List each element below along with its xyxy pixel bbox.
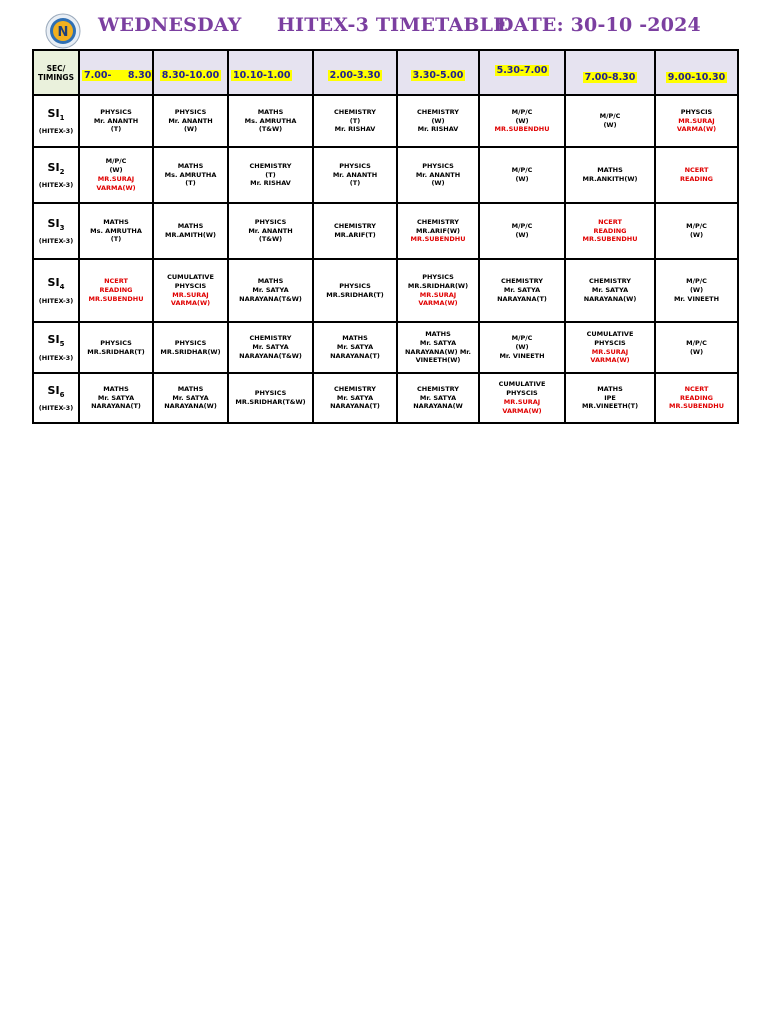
cell-line-highlight: VARMA(W): [502, 406, 542, 415]
cell-line: M/P/C: [686, 222, 707, 231]
cell-line: PHYSCIS: [174, 281, 207, 290]
cell-line: MR.ARIF(W): [415, 226, 461, 235]
section-cell: [33, 95, 79, 147]
cell-line: CUMULATIVE: [167, 272, 214, 281]
timetable-cell: [397, 203, 479, 259]
timing-header-6: [479, 50, 565, 95]
timetable-cell: [397, 373, 479, 423]
section-number: 4: [59, 283, 65, 292]
cell-line: Mr. VINEETH: [673, 294, 720, 303]
timetable-row: [33, 203, 738, 259]
cell-line: (W): [689, 286, 704, 295]
cell-line-highlight: NCERT: [684, 384, 709, 393]
cell-line: M/P/C: [686, 277, 707, 286]
cell-line: MATHS: [177, 222, 204, 231]
cell-line: MATHS: [177, 161, 204, 170]
cell-line: MR.SRIDHAR(T): [87, 347, 145, 356]
cell-line: PHYSICS: [422, 161, 454, 170]
cell-line: MATHS: [103, 217, 129, 226]
timing-header-5: [397, 50, 479, 95]
cell-line-highlight: NCERT: [684, 166, 709, 175]
cell-line: Mr. SATYA: [97, 393, 135, 402]
section-number: 5: [59, 340, 65, 349]
cell-line-highlight: READING: [99, 286, 133, 295]
timetable-cell: [565, 373, 655, 423]
timing-header-4: [313, 50, 397, 95]
cell-line: (W): [431, 179, 445, 188]
timetable: [32, 49, 739, 424]
cell-line: MATHS: [257, 277, 284, 286]
timing-label: 7.00-8.30: [584, 72, 636, 83]
section-prefix: SI: [47, 333, 60, 347]
cell-line-highlight: MR.SUBENDHU: [88, 294, 144, 303]
sec-timings-header: [33, 50, 79, 95]
cell-line: NARAYANA(W): [164, 402, 217, 411]
cell-line: M/P/C: [511, 334, 533, 343]
timetable-cell: [313, 373, 397, 423]
cell-line: MATHS: [103, 384, 129, 393]
cell-line: CUMULATIVE: [498, 380, 546, 389]
timetable-cell: [479, 259, 565, 322]
cell-line: CHEMISTRY: [333, 384, 376, 393]
section-name: [34, 161, 78, 177]
cell-line: (T): [349, 179, 361, 188]
cell-line: M/P/C: [511, 222, 533, 231]
cell-line: MATHS: [177, 384, 204, 393]
cell-line: PHYSICS: [254, 217, 287, 226]
cell-line: PHYSICS: [339, 281, 371, 290]
cell-line-highlight: MR.SURAJ: [419, 290, 457, 299]
cell-line: (W): [689, 347, 704, 356]
cell-line: Mr. ANANTH: [332, 170, 378, 179]
timing-label: 3.30-5.00: [412, 70, 464, 81]
cell-line: (W): [603, 121, 617, 129]
cell-line-highlight: MR.SURAJ: [503, 398, 541, 406]
section-name: [34, 107, 78, 123]
page-header: [0, 0, 768, 50]
cell-line: MR.SRIDHAR(W): [160, 347, 221, 356]
cell-line: NARAYANA(T&W): [239, 294, 302, 303]
cell-line: (W): [109, 166, 123, 175]
section-name: [34, 333, 78, 349]
timetable-cell: [313, 147, 397, 203]
cell-line: (T): [110, 125, 122, 134]
cell-line: Ms. AMRUTHA: [244, 116, 297, 125]
timing-label: 2.00-3.30: [329, 70, 381, 81]
cell-line: MR.AMITH(W): [165, 231, 216, 239]
cell-line: Mr. SATYA: [336, 393, 374, 402]
timetable-cell: [153, 259, 228, 322]
cell-line: Mr. VINEETH: [499, 351, 545, 360]
cell-line: MATHS: [257, 107, 284, 116]
timetable-cell: [79, 147, 153, 203]
cell-line-highlight: MR.SURAJ: [591, 347, 629, 356]
section-cell: [33, 259, 79, 322]
cell-line: Mr. SATYA: [252, 286, 289, 295]
timetable-cell: [228, 373, 313, 423]
timetable-cell: [397, 95, 479, 147]
section-cell: [33, 373, 79, 423]
cell-line: Ms. AMRUTHA: [164, 170, 217, 179]
timetable-cell: [153, 95, 228, 147]
cell-line: CHEMISTRY: [416, 217, 459, 226]
cell-line: (W): [515, 231, 529, 239]
timetable-cell: [228, 259, 313, 322]
cell-line: MR.SRIDHAR(T&W): [235, 398, 306, 406]
timetable-cell: [565, 95, 655, 147]
section-name: [34, 276, 78, 292]
cell-line: Mr. RISHAV: [250, 179, 291, 188]
timing-label: 9.00-10.30: [667, 72, 726, 83]
timing-label: 8.30-10.00: [161, 70, 220, 81]
cell-line-highlight: VARMA(W): [170, 299, 211, 308]
timetable-cell: [565, 203, 655, 259]
section-number: 1: [59, 113, 65, 122]
cell-line: CHEMISTRY: [416, 107, 459, 116]
cell-line: PHYSICS: [174, 338, 207, 347]
cell-line: Mr. SATYA: [419, 393, 457, 402]
cell-line: PHYSICS: [339, 161, 371, 170]
section-campus: (HITEX-3): [38, 127, 74, 136]
cell-line-highlight: MR.SURAJ: [678, 116, 715, 125]
cell-line: PHYSICS: [422, 272, 454, 281]
timetable-row: [33, 259, 738, 322]
cell-line: MR.SRIDHAR(W): [407, 281, 469, 290]
cell-line: (W): [515, 116, 529, 125]
cell-line: MATHS: [342, 334, 368, 343]
cell-line: PHYSICS: [100, 338, 132, 347]
timing-header-1: [79, 50, 153, 95]
cell-line: PHYSICS: [174, 107, 207, 116]
cell-line: CHEMISTRY: [500, 277, 543, 286]
cell-line: Mr. SATYA: [252, 343, 289, 352]
timetable-cell: [565, 147, 655, 203]
cell-line: PHYSICS: [254, 389, 287, 398]
section-name: [34, 217, 78, 233]
cell-line: CHEMISTRY: [249, 161, 292, 170]
timetable-row: [33, 373, 738, 423]
cell-line-highlight: MR.SURAJ: [172, 290, 209, 299]
cell-line: PHYSCIS: [680, 107, 713, 116]
timetable-cell: [79, 373, 153, 423]
section-prefix: SI: [47, 276, 60, 290]
section-cell: [33, 322, 79, 373]
cell-line-highlight: MR.SUBENDHU: [410, 235, 466, 244]
cell-line: NARAYANA(T): [91, 402, 141, 411]
cell-line: M/P/C: [686, 338, 707, 347]
cell-line: Mr. ANANTH: [93, 116, 139, 125]
cell-line-highlight: NCERT: [598, 217, 622, 226]
timing-header-2: [153, 50, 228, 95]
timetable-cell: [565, 259, 655, 322]
cell-line: IPE: [604, 393, 616, 402]
timetable-cell: [479, 373, 565, 423]
svg-text:N: N: [57, 25, 69, 40]
cell-line: Mr. SATYA: [336, 343, 374, 352]
cell-line: MR.SRIDHAR(T): [326, 290, 384, 299]
timetable-title: HITEX-3 TIMETABLE: [277, 14, 508, 36]
cell-line: CHEMISTRY: [588, 277, 631, 286]
timetable-cell: [153, 203, 228, 259]
section-number: 6: [59, 390, 65, 399]
timetable-cell: [655, 259, 738, 322]
timetable-cell: [313, 259, 397, 322]
section-prefix: SI: [47, 383, 60, 397]
section-number: 2: [59, 167, 65, 176]
cell-line: M/P/C: [105, 157, 127, 166]
timing-header-8: [655, 50, 738, 95]
timetable-row: [33, 147, 738, 203]
timing-header-7: [565, 50, 655, 95]
timetable-cell: [565, 322, 655, 373]
section-prefix: SI: [47, 216, 60, 230]
cell-line: NARAYANA(T): [497, 294, 547, 303]
timetable-cell: [153, 322, 228, 373]
timetable-cell: [479, 322, 565, 373]
cell-line-highlight: MR.SURAJ: [97, 175, 135, 183]
cell-line: NARAYANA(T): [330, 351, 380, 360]
cell-line: (T&W): [258, 235, 283, 244]
section-cell: [33, 203, 79, 259]
timetable-cell: [153, 147, 228, 203]
cell-line-highlight: VARMA(W): [96, 183, 136, 192]
cell-line: Mr. SATYA: [172, 393, 209, 402]
cell-line: NARAYANA(W: [413, 402, 463, 411]
cell-line: M/P/C: [511, 166, 533, 175]
cell-line: Mr. RISHAV: [334, 125, 376, 134]
cell-line: CHEMISTRY: [333, 222, 376, 231]
cell-line: (T): [110, 235, 122, 244]
cell-line: NARAYANA(T): [330, 402, 380, 411]
timetable-cell: [153, 373, 228, 423]
cell-line-highlight: VARMA(W): [590, 356, 630, 365]
cell-line: Ms. AMRUTHA: [90, 226, 142, 235]
timetable-cell: [79, 259, 153, 322]
section-campus: (HITEX-3): [38, 237, 74, 246]
cell-line: MATHS: [425, 329, 451, 338]
cell-line: NARAYANA(W) Mr.: [404, 347, 472, 356]
section-campus: (HITEX-3): [38, 296, 74, 305]
timetable-row: [33, 322, 738, 373]
timing-label: 5.30-7.00: [496, 65, 548, 76]
cell-line: Mr. SATYA: [591, 286, 629, 295]
cell-line: (W): [515, 175, 529, 183]
timetable-cell: [397, 147, 479, 203]
timetable-cell: [479, 95, 565, 147]
corner-label-line1: SEC/: [46, 63, 66, 73]
section-prefix: SI: [47, 106, 60, 120]
timetable-cell: [228, 147, 313, 203]
timing-label: 10.10-1.00: [233, 70, 291, 81]
cell-line-highlight: READING: [593, 226, 627, 235]
cell-line-highlight: READING: [679, 393, 714, 402]
cell-line-highlight: NCERT: [104, 277, 128, 286]
timetable-cell: [228, 203, 313, 259]
timetable-cell: [397, 322, 479, 373]
cell-line-highlight: MR.SUBENDHU: [669, 402, 724, 411]
cell-line: Mr. ANANTH: [415, 170, 461, 179]
cell-line: PHYSICS: [100, 107, 132, 116]
timetable-cell: [79, 95, 153, 147]
timetable-cell: [655, 203, 738, 259]
cell-line-highlight: VARMA(W): [418, 299, 458, 308]
cell-line: (T&W): [258, 125, 283, 134]
timetable-body: [33, 95, 738, 423]
cell-line: Mr. SATYA: [503, 286, 541, 295]
cell-line: (W): [515, 343, 529, 352]
cell-line: MATHS: [597, 166, 623, 175]
cell-line: NARAYANA(W): [583, 294, 637, 303]
timings-header-row: [33, 50, 738, 95]
timetable-cell: [655, 147, 738, 203]
cell-line: CHEMISTRY: [416, 384, 459, 393]
cell-line: Mr. RISHAV: [417, 125, 459, 134]
corner-label-line2: TIMINGS: [38, 72, 74, 82]
cell-line: Mr. ANANTH: [168, 116, 213, 125]
cell-line-highlight: MR.SUBENDHU: [582, 235, 638, 244]
timetable-cell: [397, 259, 479, 322]
cell-line: MATHS: [597, 384, 623, 393]
cell-line: NARAYANA(T&W): [239, 351, 302, 360]
cell-line: M/P/C: [599, 112, 621, 121]
cell-line: CUMULATIVE: [586, 329, 634, 338]
timing-header-3: [228, 50, 313, 95]
cell-line-highlight: MR.SUBENDHU: [494, 125, 550, 134]
timetable-cell: [313, 203, 397, 259]
cell-line: (T): [349, 116, 361, 125]
timetable-cell: [228, 95, 313, 147]
cell-line: (T): [185, 179, 196, 188]
timetable-cell: [313, 322, 397, 373]
timetable-cell: [655, 373, 738, 423]
cell-line: Mr. SATYA: [419, 338, 457, 347]
timetable-cell: [655, 95, 738, 147]
section-name: [34, 384, 78, 400]
cell-line: PHYSCIS: [506, 389, 538, 398]
cell-line: MR.ANKITH(W): [582, 175, 638, 183]
cell-line: M/P/C: [511, 107, 533, 116]
cell-line: (W): [431, 116, 445, 125]
day-title: WEDNESDAY: [98, 14, 242, 36]
cell-line: (T): [265, 170, 276, 179]
section-number: 3: [59, 223, 65, 232]
cell-line-highlight: VARMA(W): [676, 125, 717, 134]
cell-line: VINEETH(W): [415, 356, 461, 365]
section-cell: [33, 147, 79, 203]
cell-line: (W): [689, 231, 704, 239]
cell-line: CHEMISTRY: [249, 334, 292, 343]
timetable-cell: [479, 203, 565, 259]
timetable-cell: [228, 322, 313, 373]
timetable-cell: [655, 322, 738, 373]
cell-line: CHEMISTRY: [333, 107, 376, 116]
cell-line: MR.ARIF(T): [334, 231, 376, 239]
timetable-cell: [313, 95, 397, 147]
section-campus: (HITEX-3): [38, 181, 74, 190]
timetable-cell: [479, 147, 565, 203]
section-campus: (HITEX-3): [38, 404, 74, 413]
cell-line: MR.VINEETH(T): [581, 402, 639, 411]
timing-label: 7.00- 8.30: [84, 70, 152, 81]
cell-line: (W): [183, 125, 198, 134]
cell-line: Mr. ANANTH: [248, 226, 293, 235]
cell-line-highlight: READING: [679, 175, 714, 183]
timetable-row: [33, 95, 738, 147]
cell-line: PHYSCIS: [594, 338, 626, 347]
section-campus: (HITEX-3): [38, 353, 74, 362]
date-title: DATE: 30-10 -2024: [497, 14, 701, 36]
section-prefix: SI: [47, 160, 60, 174]
institute-logo-icon: [45, 13, 81, 49]
timetable-cell: [79, 203, 153, 259]
timetable-cell: [79, 322, 153, 373]
